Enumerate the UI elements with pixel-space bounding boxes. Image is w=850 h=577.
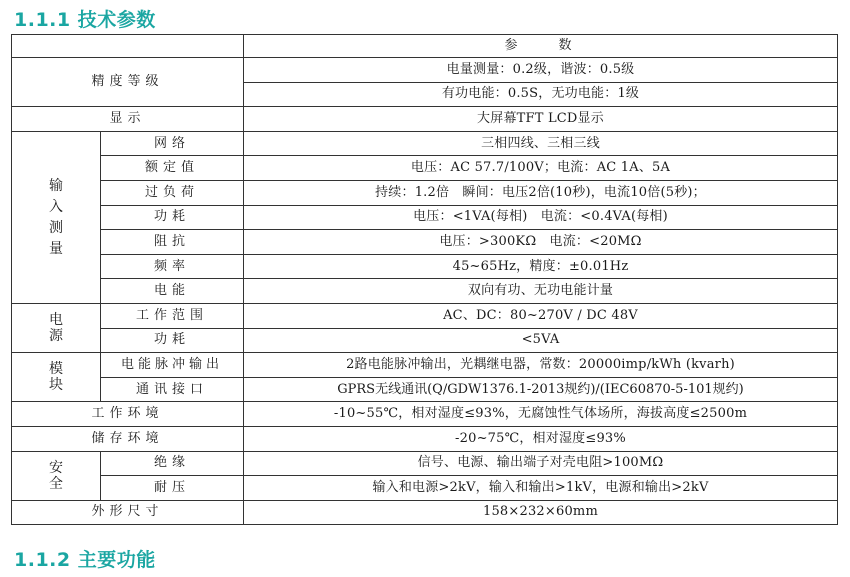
section-title-main-functions: 1.1.2 主要功能 <box>14 549 156 571</box>
technical-parameters-table <box>11 34 838 525</box>
row-value-pulse-output: 2路电能脉冲输出，光耦继电器，常数：20000imp/kWh (kvarh) <box>244 353 838 378</box>
row-label-rated: 额定值 <box>101 156 244 181</box>
row-value-impedance: 电压：>300KΩ 电流：<20MΩ <box>244 230 838 255</box>
row-label-work-env: 工作环境 <box>12 402 244 427</box>
row-value-work-range: AC、DC：80~270V / DC 48V <box>244 303 838 328</box>
table-row <box>12 58 838 83</box>
row-label-accuracy: 精度等级 <box>12 58 244 107</box>
group-char: 块 <box>49 377 63 394</box>
table-row <box>12 353 838 378</box>
row-label-frequency: 频率 <box>101 254 244 279</box>
row-label-withstand-voltage: 耐压 <box>101 476 244 501</box>
group-char: 输 <box>49 177 63 194</box>
row-value-power-consumption: <5VA <box>244 328 838 353</box>
table-row <box>12 303 838 328</box>
row-value-insulation: 信号、电源、输出端子对壳电阻>100MΩ <box>244 451 838 476</box>
group-label-input <box>12 131 101 303</box>
table-row <box>12 279 838 304</box>
row-value-frequency: 45~65Hz，精度：±0.01Hz <box>244 254 838 279</box>
row-value-work-env: -10~55℃，相对湿度≤93%，无腐蚀性气体场所，海拔高度≤2500m <box>244 402 838 427</box>
table-row <box>12 476 838 501</box>
table-row <box>12 377 838 402</box>
group-char: 测 <box>49 219 63 236</box>
row-label-dimensions: 外形尺寸 <box>12 500 244 525</box>
group-char: 量 <box>49 240 63 257</box>
row-value-accuracy-measure: 电量测量：0.2级，谐波：0.5级 <box>244 58 838 83</box>
table-row <box>12 156 838 181</box>
row-label-power-consumption: 功耗 <box>101 328 244 353</box>
row-value-overload: 持续：1.2倍 瞬间：电压2倍(10秒)，电流10倍(5秒)； <box>244 180 838 205</box>
row-value-input-power: 电压：<1VA(每相) 电流：<0.4VA(每相) <box>244 205 838 230</box>
table-row <box>12 451 838 476</box>
table-row <box>12 500 838 525</box>
group-char: 模 <box>49 361 63 378</box>
table-row <box>12 254 838 279</box>
header-params-cell: 参 数 <box>244 35 838 58</box>
row-value-accuracy-energy: 有功电能：0.5S，无功电能：1级 <box>244 82 838 107</box>
row-value-withstand-voltage: 输入和电源>2kV，输入和输出>1kV，电源和输出>2kV <box>244 476 838 501</box>
row-value-dimensions: 158×232×60mm <box>244 500 838 525</box>
table-row <box>12 180 838 205</box>
row-label-work-range: 工作范围 <box>101 303 244 328</box>
table-row <box>12 230 838 255</box>
row-label-pulse-output: 电能脉冲输出 <box>101 353 244 378</box>
table-header-row <box>12 35 838 58</box>
section-title-technical-params: 1.1.1 技术参数 <box>14 9 156 31</box>
row-label-display: 显示 <box>12 107 244 132</box>
group-char: 安 <box>49 459 63 476</box>
group-char: 全 <box>49 475 63 492</box>
group-label-module <box>12 353 101 402</box>
table-row <box>12 131 838 156</box>
row-label-impedance: 阻抗 <box>101 230 244 255</box>
group-label-power <box>12 303 101 352</box>
row-label-overload: 过负荷 <box>101 180 244 205</box>
row-value-network: 三相四线、三相三线 <box>244 131 838 156</box>
row-label-insulation: 绝缘 <box>101 451 244 476</box>
row-value-energy: 双向有功、无功电能计量 <box>244 279 838 304</box>
header-blank-cell <box>12 35 244 58</box>
table-row <box>12 328 838 353</box>
row-label-energy: 电能 <box>101 279 244 304</box>
row-value-comm-interface: GPRS无线通讯(Q/GDW1376.1-2013规约)/(IEC60870-5-101规约) <box>244 377 838 402</box>
row-label-input-power: 功耗 <box>101 205 244 230</box>
row-label-storage-env: 储存环境 <box>12 426 244 451</box>
row-value-rated: 电压：AC 57.7/100V；电流：AC 1A、5A <box>244 156 838 181</box>
table-row <box>12 107 838 132</box>
table-row <box>12 205 838 230</box>
group-char: 源 <box>49 328 63 345</box>
row-label-network: 网络 <box>101 131 244 156</box>
table-row <box>12 402 838 427</box>
row-label-comm-interface: 通讯接口 <box>101 377 244 402</box>
row-value-display: 大屏幕TFT LCD显示 <box>244 107 838 132</box>
group-char: 电 <box>49 312 63 329</box>
table-row <box>12 426 838 451</box>
group-char: 入 <box>49 198 63 215</box>
group-label-safety <box>12 451 101 500</box>
row-value-storage-env: -20~75℃，相对湿度≤93% <box>244 426 838 451</box>
